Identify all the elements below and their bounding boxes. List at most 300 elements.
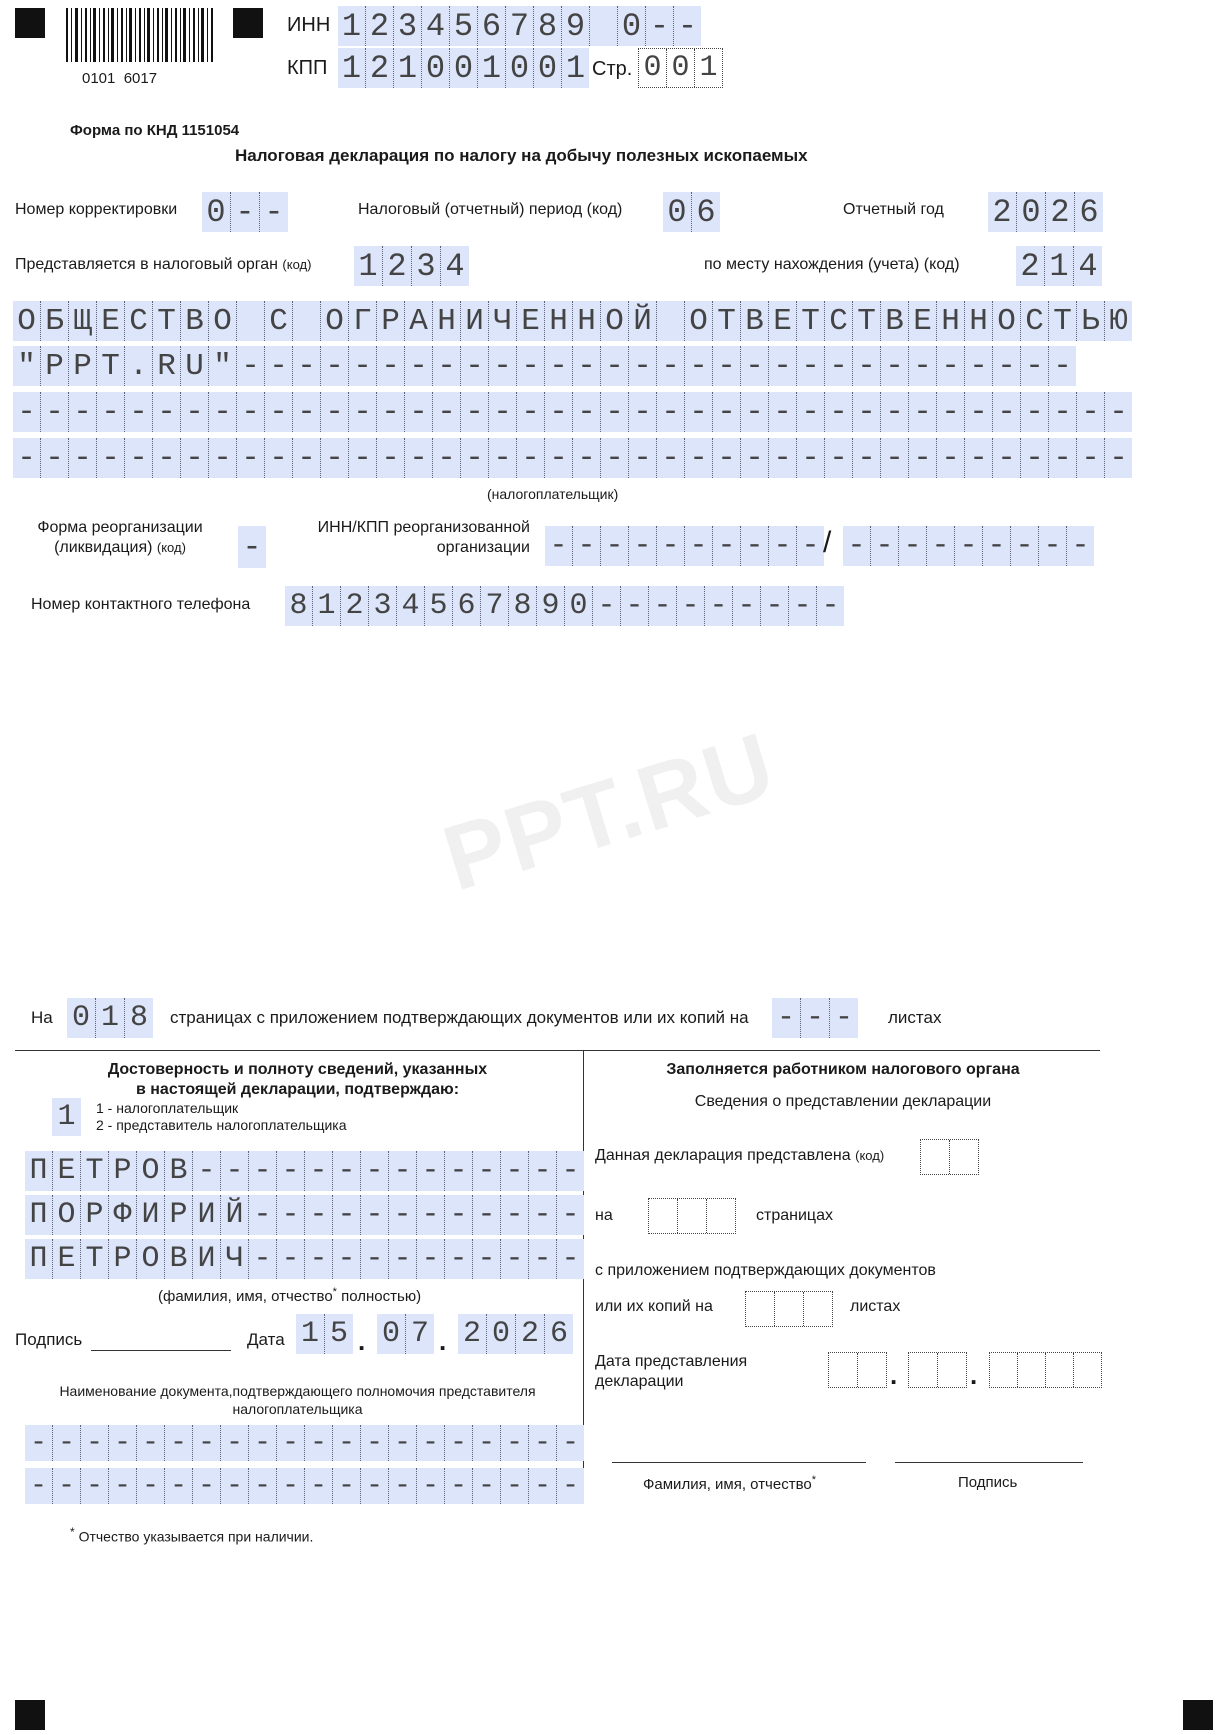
char-cell: - <box>304 1151 332 1191</box>
char-cell: . <box>124 346 152 386</box>
char-cell: 8 <box>533 6 561 46</box>
char-cell: 4 <box>440 246 469 286</box>
inn-label: ИНН <box>287 14 331 36</box>
char-cell: 6 <box>477 6 505 46</box>
char-cell: - <box>376 438 404 478</box>
char-cell: - <box>908 346 936 386</box>
signature-label: Подпись <box>15 1330 83 1349</box>
office-pages-label: страницах <box>756 1207 833 1224</box>
char-cell: - <box>248 1151 276 1191</box>
char-cell: 1 <box>341 7 362 45</box>
char-cell: - <box>276 1468 304 1504</box>
office-date-label-line-2: декларации <box>595 1373 684 1390</box>
char-cell: - <box>460 392 488 432</box>
char-cell: - <box>740 526 768 566</box>
confirm-option-1: 1 - налогоплательщик <box>96 1100 239 1116</box>
char-cell: - <box>549 529 568 563</box>
char-cell: - <box>740 392 768 432</box>
char-cell: Й <box>220 1195 248 1235</box>
period-label: Налоговый (отчетный) период (код) <box>358 201 623 218</box>
char-cell: - <box>320 392 348 432</box>
char-cell: - <box>796 346 824 386</box>
char-cell: - <box>416 1195 444 1235</box>
char-cell: - <box>276 1151 304 1191</box>
declaration-title: Налоговая декларация по налогу на добычу полезных ископаемых <box>235 146 808 165</box>
representative-doc-line-1 <box>25 1425 584 1461</box>
char-cell: О <box>208 301 236 341</box>
char-cell: О <box>320 301 348 341</box>
section-divider-horizontal <box>15 1050 1100 1051</box>
char-cell: - <box>236 392 264 432</box>
char-cell: - <box>472 1239 500 1279</box>
date-separator-2: . <box>439 1326 447 1356</box>
office-sheets-label: листах <box>850 1298 901 1315</box>
char-cell: - <box>332 1239 360 1279</box>
char-cell: - <box>292 438 320 478</box>
char-cell: - <box>472 1195 500 1235</box>
char-cell: - <box>292 392 320 432</box>
char-cell: 6 <box>452 586 480 626</box>
char-cell: О <box>684 301 712 341</box>
char-cell: - <box>124 392 152 432</box>
char-cell: 1 <box>300 1317 319 1351</box>
char-cell: - <box>30 1427 47 1459</box>
signer-patronymic-field <box>25 1239 584 1279</box>
char-cell: - <box>556 1239 584 1279</box>
char-cell: Ю <box>1104 301 1132 341</box>
char-cell: 0 <box>666 49 694 87</box>
char-cell: 3 <box>368 586 396 626</box>
reorg-form-label-line-2 <box>20 538 220 558</box>
correction-number-field <box>202 192 288 232</box>
char-cell: - <box>1104 392 1132 432</box>
office-signature-line <box>895 1462 1083 1463</box>
char-cell: 6 <box>691 192 720 232</box>
tax-authority-label <box>15 256 311 274</box>
char-cell: - <box>712 392 740 432</box>
representative-doc-line-2 <box>25 1468 584 1504</box>
char-cell: - <box>544 346 572 386</box>
corner-marker-top-left <box>15 8 45 38</box>
char-cell: 0 <box>564 586 592 626</box>
char-cell: 1 <box>1044 246 1073 286</box>
attach-label-2: или их копий на <box>595 1298 713 1315</box>
tax-office-subtitle: Сведения о представлении декларации <box>694 1093 992 1110</box>
char-cell: - <box>248 1195 276 1235</box>
char-cell: - <box>1048 438 1076 478</box>
confirm-title-line-2: в настоящей декларации, подтверждаю: <box>135 1081 460 1098</box>
empty-cell <box>1073 1353 1101 1387</box>
char-cell: - <box>259 192 288 232</box>
char-cell: - <box>40 438 68 478</box>
char-cell: - <box>992 392 1020 432</box>
char-cell: - <box>360 1468 388 1504</box>
char-cell: - <box>852 392 880 432</box>
char-cell: - <box>30 1470 47 1502</box>
char-cell: П <box>29 1198 48 1232</box>
char-cell: 7 <box>505 6 533 46</box>
char-cell: - <box>304 1239 332 1279</box>
char-cell: 7 <box>480 586 508 626</box>
char-cell: U <box>180 346 208 386</box>
char-cell: - <box>796 526 824 566</box>
tax-authority-code-field <box>354 246 469 286</box>
char-cell: Н <box>964 301 992 341</box>
char-cell: - <box>388 1239 416 1279</box>
corner-marker-bottom-right <box>1183 1700 1213 1730</box>
office-date-label-line-1: Дата представления <box>595 1353 748 1370</box>
char-cell: - <box>528 1425 556 1461</box>
empty-cell <box>990 1353 1017 1387</box>
char-cell: - <box>936 346 964 386</box>
char-cell: - <box>500 1239 528 1279</box>
footnote <box>70 1525 313 1545</box>
empty-cell <box>1045 1353 1073 1387</box>
char-cell: - <box>432 346 460 386</box>
char-cell: - <box>488 346 516 386</box>
period-code-field <box>663 192 720 232</box>
char-cell: - <box>320 346 348 386</box>
char-cell: - <box>852 438 880 478</box>
char-cell: - <box>880 346 908 386</box>
char-cell: Е <box>908 301 936 341</box>
char-cell: Ь <box>1076 301 1104 341</box>
char-cell: " <box>17 348 36 384</box>
fio-caption <box>158 1286 421 1305</box>
correction-label: Номер корректировки <box>15 201 178 218</box>
char-cell: - <box>964 392 992 432</box>
char-cell: - <box>360 1239 388 1279</box>
char-cell: 2 <box>515 1314 544 1354</box>
char-cell: 9 <box>561 6 589 46</box>
char-cell: - <box>460 346 488 386</box>
office-sheets-field <box>745 1291 833 1327</box>
fio-caption-start: (фамилия, имя, отчество <box>158 1288 333 1305</box>
char-cell: 2 <box>992 193 1012 231</box>
char-cell: - <box>768 438 796 478</box>
reorg-form-label-liquidation: (ликвидация) <box>54 539 153 556</box>
char-cell: - <box>388 1468 416 1504</box>
char-cell: - <box>992 346 1020 386</box>
char-cell: И <box>192 1239 220 1279</box>
char-cell: 0 <box>421 48 449 88</box>
char-cell: 0 <box>71 1001 90 1035</box>
reorg-innkpp-separator: / <box>823 526 832 559</box>
char-cell: - <box>276 1239 304 1279</box>
year-label: Отчетный год <box>843 201 944 218</box>
char-cell: - <box>982 526 1010 566</box>
char-cell: - <box>926 526 954 566</box>
barcode-number: 0101 6017 <box>82 70 158 87</box>
char-cell: 4 <box>1073 246 1102 286</box>
char-cell: - <box>248 1425 276 1461</box>
char-cell: - <box>556 1151 584 1191</box>
page-number-field <box>638 48 723 88</box>
char-cell: - <box>645 6 673 46</box>
barcode-graphic <box>66 8 216 62</box>
char-cell: 1 <box>561 48 589 88</box>
char-cell: - <box>1076 438 1104 478</box>
char-cell: - <box>824 346 852 386</box>
char-cell: - <box>673 6 701 46</box>
char-cell: С <box>1020 301 1048 341</box>
char-cell: - <box>656 526 684 566</box>
char-cell: - <box>432 392 460 432</box>
char-cell: Н <box>544 301 572 341</box>
char-cell: - <box>444 1468 472 1504</box>
char-cell: - <box>544 438 572 478</box>
char-cell: - <box>416 1468 444 1504</box>
char-cell: - <box>572 392 600 432</box>
char-cell: - <box>304 1468 332 1504</box>
char-cell: - <box>712 526 740 566</box>
char-cell: - <box>556 1425 584 1461</box>
reorg-innkpp-label-line-2: организации <box>436 539 530 556</box>
char-cell: В <box>880 301 908 341</box>
char-cell: - <box>376 392 404 432</box>
char-cell: - <box>656 438 684 478</box>
presented-code-field <box>920 1139 979 1175</box>
tax-authority-label-text: Представляется в налоговый орган <box>15 256 278 273</box>
empty-cell <box>909 1353 937 1387</box>
char-cell: П <box>29 1154 48 1188</box>
reorg-innkpp-label-line-1: ИНН/КПП реорганизованной <box>317 519 530 536</box>
watermark: PPT.RU <box>432 713 787 911</box>
char-cell: P <box>68 346 96 386</box>
reorg-form-code-field <box>238 526 266 568</box>
char-cell: - <box>264 438 292 478</box>
taxpayer-caption: (налогоплательщик) <box>487 486 619 502</box>
char-cell: - <box>796 438 824 478</box>
char-cell: Р <box>164 1195 192 1235</box>
char-cell: О <box>52 1195 80 1235</box>
empty-cell <box>677 1199 706 1233</box>
char-cell: - <box>416 1151 444 1191</box>
footnote-text: Отчество указывается при наличии. <box>78 1528 314 1545</box>
signer-name-field <box>25 1195 584 1235</box>
char-cell: - <box>796 392 824 432</box>
char-cell: Т <box>852 301 880 341</box>
char-cell: - <box>740 438 768 478</box>
char-cell: Г <box>348 301 376 341</box>
char-cell: Ч <box>220 1239 248 1279</box>
char-cell: - <box>488 438 516 478</box>
char-cell: Е <box>52 1151 80 1191</box>
form-code: Форма по КНД 1151054 <box>70 122 240 139</box>
char-cell: - <box>760 586 788 626</box>
char-cell: - <box>180 438 208 478</box>
char-cell: - <box>1020 392 1048 432</box>
char-cell: - <box>544 392 572 432</box>
char-cell: - <box>768 392 796 432</box>
reorg-form-label-code: (код) <box>156 540 186 555</box>
char-cell: - <box>276 1425 304 1461</box>
char-cell: О <box>136 1151 164 1191</box>
char-cell: - <box>304 1195 332 1235</box>
empty-cell <box>746 1292 774 1326</box>
empty-cell <box>649 1199 677 1233</box>
char-cell: - <box>572 526 600 566</box>
char-cell: 1 <box>341 49 362 87</box>
char-cell: - <box>1076 392 1104 432</box>
char-cell: - <box>124 438 152 478</box>
char-cell: 2 <box>340 586 368 626</box>
char-cell: - <box>432 438 460 478</box>
char-cell: 0 <box>1016 192 1045 232</box>
char-cell: - <box>600 438 628 478</box>
tax-authority-code-suffix: (код) <box>282 257 312 272</box>
char-cell: 0 <box>505 48 533 88</box>
empty-cell <box>803 1292 832 1326</box>
char-cell: - <box>444 1239 472 1279</box>
char-cell: 2 <box>1045 192 1074 232</box>
char-cell: 4 <box>421 6 449 46</box>
char-cell: - <box>824 392 852 432</box>
char-cell: С <box>824 301 852 341</box>
char-cell: - <box>898 526 926 566</box>
char-cell: Е <box>96 301 124 341</box>
office-fio-label <box>643 1474 816 1493</box>
char-cell: - <box>732 586 760 626</box>
char-cell: - <box>1048 392 1076 432</box>
char-cell: - <box>460 438 488 478</box>
presented-code-suffix: (код) <box>855 1148 885 1163</box>
char-cell: В <box>164 1239 192 1279</box>
char-cell: - <box>404 346 432 386</box>
empty-cell <box>937 1353 966 1387</box>
char-cell: 8 <box>508 586 536 626</box>
char-cell: - <box>264 346 292 386</box>
char-cell: - <box>1104 438 1132 478</box>
taxpayer-name-line-3 <box>13 392 1132 432</box>
char-cell: - <box>17 440 36 476</box>
char-cell: Е <box>516 301 544 341</box>
char-cell: Т <box>796 301 824 341</box>
char-cell: - <box>304 1425 332 1461</box>
year-field <box>988 192 1103 232</box>
reorg-innkpp-label <box>280 518 530 558</box>
char-cell: Щ <box>68 301 96 341</box>
taxpayer-name-line-1 <box>13 301 1132 341</box>
sheets-count-field <box>772 998 858 1038</box>
char-cell: С <box>264 301 292 341</box>
taxpayer-name-line-4 <box>13 438 1132 478</box>
char-cell: - <box>592 586 620 626</box>
phone-label: Номер контактного телефона <box>31 596 251 613</box>
char-cell: 0 <box>449 48 477 88</box>
presented-label <box>595 1147 884 1165</box>
char-cell: - <box>40 392 68 432</box>
char-cell: Й <box>628 301 656 341</box>
char-cell: - <box>1038 526 1066 566</box>
char-cell: - <box>516 346 544 386</box>
char-cell: - <box>712 346 740 386</box>
char-cell: - <box>684 438 712 478</box>
char-cell: - <box>52 1425 80 1461</box>
char-cell: О <box>992 301 1020 341</box>
char-cell: 1 <box>312 586 340 626</box>
char-cell: - <box>472 1425 500 1461</box>
char-cell: 7 <box>405 1314 434 1354</box>
char-cell: Е <box>768 301 796 341</box>
char-cell: - <box>852 346 880 386</box>
office-date-label <box>595 1352 747 1392</box>
char-cell: О <box>136 1239 164 1279</box>
char-cell: - <box>684 526 712 566</box>
confirm-option-2: 2 - представитель налогоплательщика <box>96 1117 347 1133</box>
inn-field <box>338 6 701 46</box>
char-cell: - <box>376 346 404 386</box>
char-cell: - <box>684 392 712 432</box>
char-cell: 5 <box>424 586 452 626</box>
char-cell: - <box>208 392 236 432</box>
empty-cell <box>921 1140 949 1174</box>
empty-cell <box>857 1353 886 1387</box>
char-cell: - <box>404 438 432 478</box>
char-cell: - <box>600 526 628 566</box>
char-cell: - <box>444 1151 472 1191</box>
presented-label-text: Данная декларация представлена <box>595 1147 851 1164</box>
char-cell: - <box>68 392 96 432</box>
char-cell: - <box>628 392 656 432</box>
char-cell: 3 <box>393 6 421 46</box>
char-cell: 2 <box>382 246 411 286</box>
char-cell: 0 <box>643 51 662 85</box>
char-cell: Ч <box>488 301 516 341</box>
char-cell: 8 <box>124 998 153 1038</box>
char-cell: - <box>829 998 858 1038</box>
char-cell: 5 <box>324 1314 353 1354</box>
char-cell: - <box>600 392 628 432</box>
char-cell: В <box>164 1151 192 1191</box>
char-cell: - <box>96 438 124 478</box>
char-cell: - <box>276 1195 304 1235</box>
char-cell: - <box>348 392 376 432</box>
char-cell: - <box>220 1468 248 1504</box>
char-cell: - <box>1066 526 1094 566</box>
char-cell: 1 <box>358 247 378 285</box>
char-cell: Н <box>572 301 600 341</box>
char-cell: P <box>40 346 68 386</box>
char-cell: - <box>600 346 628 386</box>
office-date-year-field <box>989 1352 1102 1388</box>
confirm-title-line-1: Достоверность и полноту сведений, указанных <box>107 1061 488 1078</box>
char-cell: Ф <box>108 1195 136 1235</box>
char-cell: - <box>528 1468 556 1504</box>
char-cell: И <box>192 1195 220 1235</box>
confirm-role-field <box>52 1098 81 1136</box>
char-cell: - <box>740 346 768 386</box>
date-year-field <box>458 1314 573 1354</box>
char-cell: - <box>908 438 936 478</box>
char-cell: - <box>348 438 376 478</box>
page-label: Стр. <box>592 58 633 80</box>
attach-label-1: с приложением подтверждающих документов <box>595 1262 936 1279</box>
char-cell: - <box>192 1468 220 1504</box>
char-cell: - <box>332 1195 360 1235</box>
char-cell: 0 <box>206 193 226 231</box>
char-cell: - <box>528 1239 556 1279</box>
char-cell: - <box>320 438 348 478</box>
char-cell: - <box>776 1001 795 1035</box>
char-cell: Н <box>432 301 460 341</box>
char-cell: - <box>500 1468 528 1504</box>
char-cell: - <box>880 392 908 432</box>
char-cell: И <box>460 301 488 341</box>
char-cell: - <box>684 346 712 386</box>
tax-office-title: Заполняется работником налогового органа <box>666 1061 1020 1078</box>
char-cell: - <box>556 1468 584 1504</box>
